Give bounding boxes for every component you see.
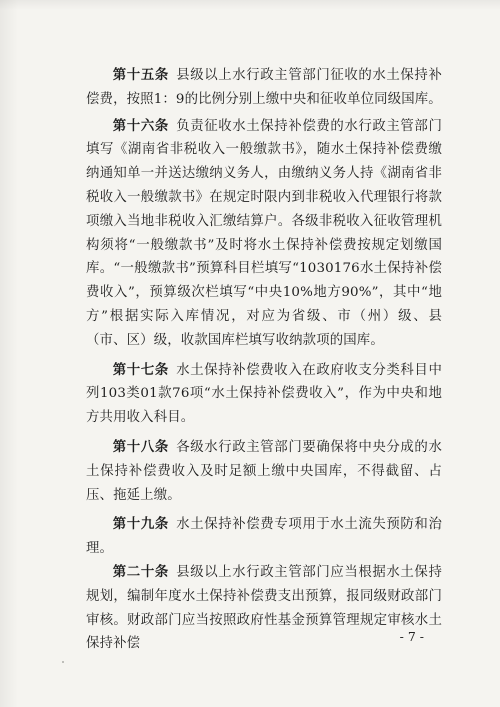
article-20	[86, 561, 442, 656]
article-text: 县级以上水行政主管部门应当根据水土保持规划，编制年度水土保持补偿费支出预算，报同级财政部门审核。财政部门应当按照政府性基金预算管理规定审核水土保持补偿	[86, 564, 442, 652]
scan-shadow-top	[0, 0, 500, 10]
article-text: 水土保持补偿费专项用于水土流失预防和治理。	[86, 517, 442, 557]
article-number: 第十七条	[112, 362, 169, 378]
article-15	[86, 64, 442, 112]
scan-speck	[438, 528, 440, 530]
article-text: 负责征收水土保持补偿费的水行政主管部门填写《湖南省非税收入一般缴款书》，随水土保持补偿费缴纳通知单一并送达缴纳义务人，由缴纳义务人持《湖南省非税收入一般缴款书》在规定时限内到非税收入代理银行将款项缴入当地非税收入汇缴结算户。各级非税收入征收管理机构须将“一般缴款书”及时将水土保持补偿费按规定划缴国库。“一般缴款书”预算科目栏填写“1030176水土保持补偿费收入”，预算级次栏填写“中央10%地方90%”，其中“地方”根据实际入库情况，对应为省级、市（州）级、县（市、区）级，收款国库栏填写收纳款项的国库。	[86, 118, 442, 348]
scan-shadow-left	[0, 0, 18, 707]
article-number: 第十六条	[112, 118, 169, 134]
article-text: 县级以上水行政主管部门征收的水土保持补偿费，按照1：9的比例分别上缴中央和征收单位同级国库。	[86, 68, 442, 107]
article-number: 第二十条	[112, 564, 169, 580]
page-number: - 7 -	[399, 629, 424, 644]
document-body	[86, 64, 442, 656]
article-number: 第十九条	[112, 517, 169, 533]
article-16	[86, 115, 442, 353]
article-19	[86, 513, 442, 561]
article-number: 第十五条	[112, 68, 169, 83]
article-17	[86, 359, 442, 430]
article-text: 水土保持补偿费收入在政府收支分类科目中列103类01款76项“水土保持补偿费收入”，作为中央和地方共用收入科目。	[86, 362, 442, 426]
scan-speck	[62, 661, 64, 663]
article-text: 各级水行政主管部门要确保将中央分成的水土保持补偿费收入及时足额上缴中央国库，不得截留、占压、拖延上缴。	[86, 439, 442, 503]
article-18	[86, 436, 442, 507]
article-number: 第十八条	[112, 439, 169, 455]
